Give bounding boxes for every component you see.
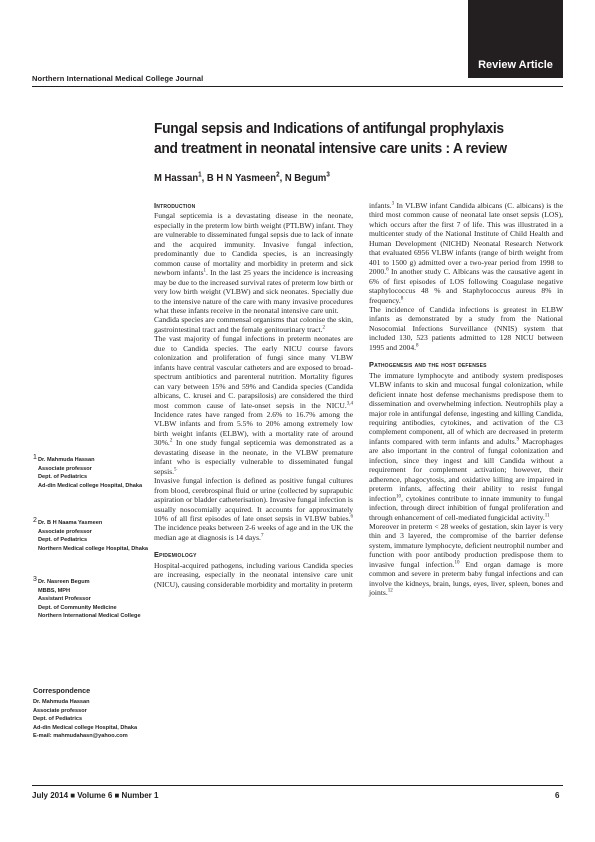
issue-info: July 2014 ■ Volume 6 ■ Number 1 <box>32 791 159 800</box>
article-type-badge: Review Article <box>468 52 563 78</box>
journal-name: Northern International Medical College Journal <box>32 74 204 83</box>
header-badge-bar <box>468 0 563 52</box>
author-1-sup: 1 <box>198 171 202 179</box>
paragraph: Hospital-acquired pathogens, including various Candida species are increasing, especially in the neonatal intensive care unit (NICU), causing considerable morbidity and mortality in preterm <box>154 560 353 589</box>
header-divider <box>32 86 563 87</box>
author-3: N Begum <box>284 172 327 184</box>
paragraph: The incidence of Candida infections is greatest in ELBW infants as demonstrated by a study from the National Nosocomial Infections Surveillance (NNIS) system that included 130, 523 patients admitted to 128 NICU between 1995 and 2004.$^8$ <box>369 304 563 352</box>
section-heading-epidemiology: Epidemiology <box>154 550 197 560</box>
correspondence-heading: Correspondence <box>33 686 91 695</box>
paragraph: infants.$^3$ In VLBW infant Candida albicans (C. albicans) is the third most common cause of neonatal late onset sepsis (LOS), which occurs after the first 7 of life. This was illustrated in a multicenter study of the National Institute of Child Health and Human Development (NICHD) Neonatal Research Network that evaluated 6956 VLBW infants (range of birth weight from 401 to 1500 g) admitted over a two-year period from 1998 to 2000.$^6$ In another study C. Albicans was the causative agent in 6% of first episodes of LOS following Coagulase negative staphylococcus 48 % and Staphylococcus aureus 8% in frequency.$^8$ <box>369 201 563 305</box>
affiliation-2: 2 Dr. B H Naama Yasmeen Associate professor Dept. of Pediatrics Northern Medical college Hospital, Dhaka <box>33 517 149 552</box>
correspondence-email: E-mail: mahmudahasn@yahoo.com <box>33 733 128 740</box>
correspondence-details: Dr. Mahmuda Hassan Associate professor Dept. of Pediatrics Ad-din Medical college Hospital, Dhaka E-mail: mahmudahasn@yahoo.com <box>33 699 138 740</box>
paragraph: The vast majority of fungal infections in preterm neonates are due to Candida species. The early NICU course favors colonization and proliferation of fungi since many VLBW infants have central vascular catheters and are exposed to broad-spectrum antibiotics and parenteral nutrition. Mortality figures can vary between 15% and 59% and Candida species (Candida albicans, C. krusei and C. parapsilosis) are considered the third most common cause of late-onset sepsis in the NICU.$^{3,4}$ Incidence rates have ranged from 2.6% to 16.7% among the VLBW infants and from 5.5% to 20% among extremely low birth weight infants (ELBW), with a mortality rate of around 30%.$^2$ In one study fungal septicemia was demonstrated as a devastating disease in the neonate, in the VLBW premature infant who is especially vulnerable to disseminated fungal sepsis.$^5$ <box>154 334 353 476</box>
author-list: M Hassan$^1$, B H N Yasmeen$^2$, N Begum$^3$ <box>154 171 330 184</box>
body-column-1 <box>154 201 353 589</box>
footer-divider <box>32 785 563 786</box>
section-heading-introduction: Introduction <box>154 201 196 210</box>
article-title: Fungal sepsis and Indications of antifungal prophylaxis and treatment in neonatal intensive care units : A review <box>154 120 507 157</box>
author-2-sup: 2 <box>276 171 280 179</box>
paragraph: Candida species are commensal organisms that colonise the skin, gastrointestinal tract and the female genitourinary tract.$^2$ <box>154 315 353 334</box>
author-3-sup: 3 <box>326 171 330 179</box>
paragraph: The immature lymphocyte and antibody system predisposes VLBW infants to skin and mucosal fungal colonization, while deficient innate host defense mechanisms predispose them to dissemination and overwhelming infection. Neutrophils play a major role in antifungal defense, ingesting and killing Candida, requiring antibodies, cytokines, and activation of the C3 complement component, all of which are decreased in preterm infants compared with term infants and adults.$^9$ Macrophages are also important in the control of fungal colonization and infection, since they ingest and kill Candida without a requirement for complement activation; however, their adherence, phagocytosis, and oxidative killing are impaired in preterm infants, affecting their ability to resist fungal infection$^{10}$, cytokines contribute to innate immunity to fungal infection, through direct inhibition of fungal proliferation and through enhancement of cell-mediated fungicidal activity.$^{11}$ <box>369 370 563 522</box>
author-2: B H N Yasmeen <box>206 172 277 184</box>
paragraph: Fungal septicemia is a devastating disease in the neonate, especially in the preterm low birth weight (PTLBW) infant. They are vulnerable to disseminated fungal sepsis due to lack of innate and the acquired immunity. Invasive fungal infection, predominantly due to Candida species, is an increasingly common cause of mortality and morbidity in preterm and sick newborn infants$^1$. In the last 25 years the incidence is increasing may be due to the increased survival rates of preterm low birth or very low birth weight (VLBW) and sick neonates. Specially due to the intensive nature of the care with many invasive procedures what these infants receive in the neonatal intensive care unit. <box>154 211 354 315</box>
affiliation-1: 1 Dr. Mahmuda Hassan Associate professor Dept. of Pediatrics Ad-din Medical college Hospital, Dhaka <box>33 454 143 489</box>
section-heading-pathogenesis: Pathogenesis and the host defenses <box>369 360 487 370</box>
author-1: M Hassan <box>154 172 199 184</box>
body-column-2 <box>369 201 563 598</box>
paragraph: Moreover in preterm < 28 weeks of gestation, skin layer is very thin and 3 layered, the compromise of the barrier defense system, immature lymphocyte, deficient neutrophil number and function with poor antibody production predispose them to invasive fungal infection.$^{10}$ End organ damage is more common and severe in preterm baby fungal infections and can involve the kidneys, brain, lungs, eyes, liver, spleen, bones and joints.$^{12}$ <box>369 521 563 598</box>
affiliation-3: 3 Dr. Nasreen Begum MBBS, MPH Assistant Professor Dept. of Community Medicine Northern International Medical College <box>33 576 141 620</box>
paragraph: Invasive fungal infection is defined as positive fungal cultures from blood, cerebrospinal fluid or urine (collected by suprapubic aspiration or bladder catheterisation). Invasive fungal infection is usually nosocomially acquired. It accounts for approximately 10% of all first episodes of late onset sepsis in VLBW babies.$^6$ The incidence peaks between 2-6 weeks of age and in the UK the median age at diagnosis is 14 days.$^7$ <box>154 476 353 542</box>
page-number: 6 <box>555 791 560 800</box>
